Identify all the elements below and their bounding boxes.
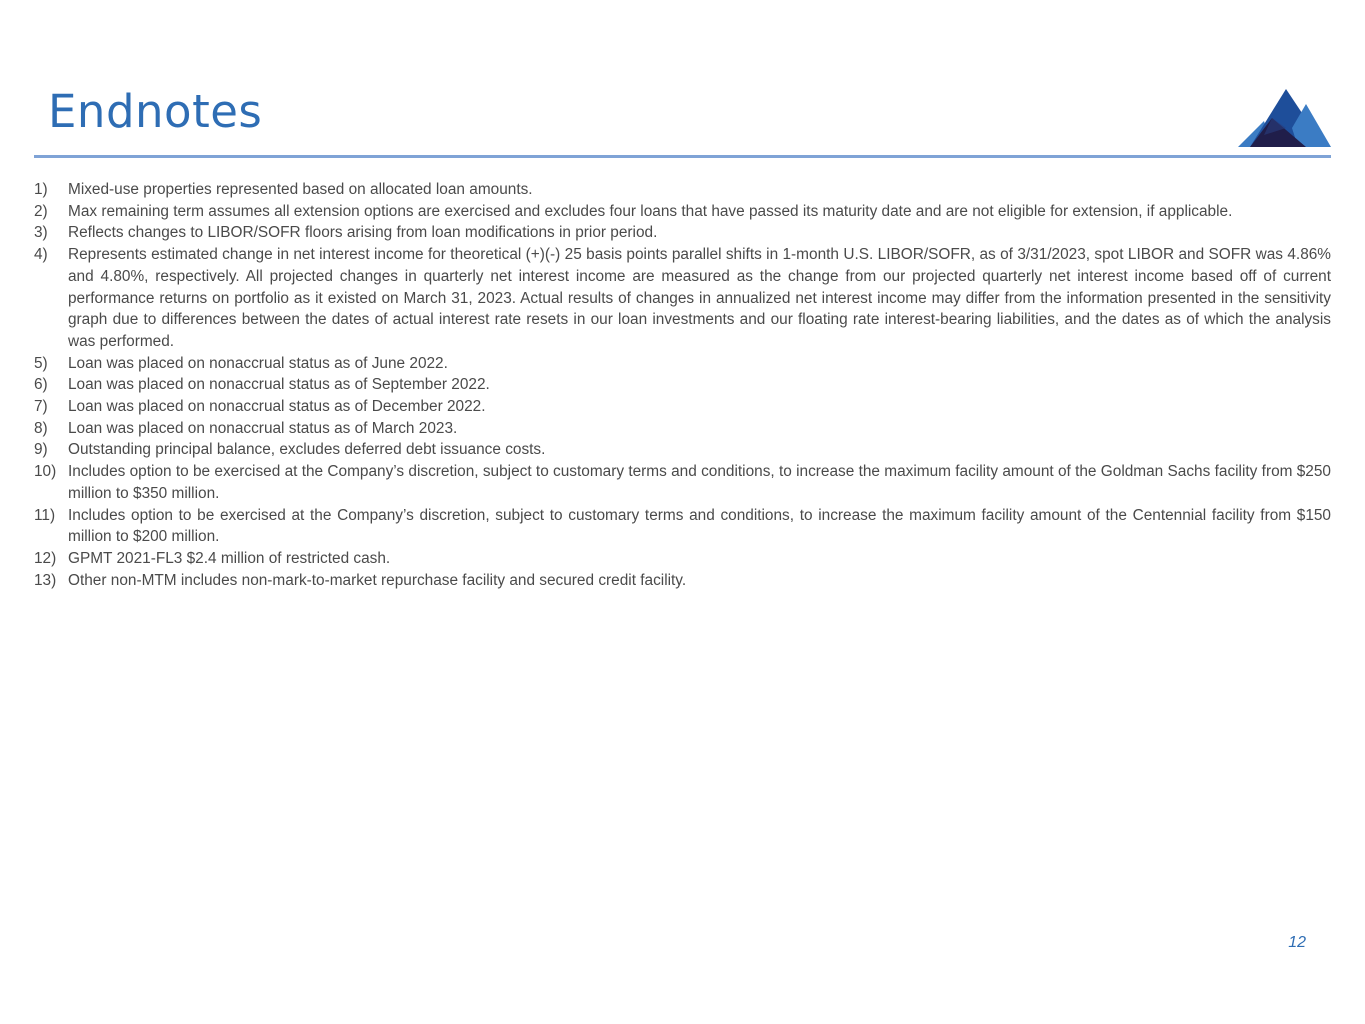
endnote-text: Loan was placed on nonaccrual status as of December 2022. xyxy=(68,398,486,416)
endnote-text: Mixed-use properties represented based on allocated loan amounts. xyxy=(68,181,533,198)
endnote-number: 9) xyxy=(34,441,48,459)
endnote-number: 2) xyxy=(34,202,48,220)
endnote-number: 12) xyxy=(34,549,57,567)
endnote-text: GPMT 2021-FL3 $2.4 million of restricted cash. xyxy=(68,549,391,567)
endnote-text: Represents estimated change in net interest income for theoretical (+)(-) 25 basis points parallel shifts in 1-month U.S. LIBOR/SOFR, as of 3/31/2023, spot LIBOR and SOFR was 4.86% and 4.80%, respectively. All projected changes in quarterly net interest income are measured as the change from our projected quarterly net interest income based off of current performance returns on portfolio as it existed on March 31, 2023. Actual results of changes in annualized net interest income may differ from the information presented in the sensitivity graph due to differences between the dates of actual interest rate resets in our loan investments and our floating rate interest-bearing liabilities, and the dates as of which the analysis was performed. xyxy=(68,246,1331,350)
endnote-item xyxy=(34,201,1331,223)
endnote-text: Other non-MTM includes non-mark-to-market repurchase facility and secured credit facility. xyxy=(68,571,687,589)
endnote-number: 3) xyxy=(34,224,48,242)
endnote-text: Loan was placed on nonaccrual status as of September 2022. xyxy=(68,376,490,394)
endnote-number: 7) xyxy=(34,398,48,416)
endnotes-list xyxy=(34,179,1331,591)
endnote-number: 6) xyxy=(34,376,48,394)
endnote-text: Loan was placed on nonaccrual status as of June 2022. xyxy=(68,354,448,372)
endnote-text: Loan was placed on nonaccrual status as of March 2023. xyxy=(68,419,458,437)
mountain-peaks-icon xyxy=(1236,88,1332,148)
title-divider xyxy=(34,155,1331,158)
page-number: 12 xyxy=(1288,934,1306,951)
endnote-item xyxy=(34,244,1331,353)
endnote-item xyxy=(34,570,1331,592)
endnote-number: 10) xyxy=(34,463,57,481)
endnote-number: 1) xyxy=(34,181,48,198)
endnote-number: 4) xyxy=(34,246,48,264)
endnote-item xyxy=(34,222,1331,244)
endnote-text: Max remaining term assumes all extension options are exercised and excludes four loans that have passed its maturity date and are not eligible for extension, if applicable. xyxy=(68,202,1233,220)
endnote-text: Includes option to be exercised at the Company’s discretion, subject to customary terms and conditions, to increase the maximum facility amount of the Centennial facility from $150 million to $200 million. xyxy=(68,506,1331,546)
endnote-number: 11) xyxy=(34,506,56,524)
endnote-number: 13) xyxy=(34,571,57,589)
page-title: Endnotes xyxy=(48,85,263,138)
endnote-item xyxy=(34,439,1331,461)
endnote-item xyxy=(34,396,1331,418)
endnote-text: Outstanding principal balance, excludes deferred debt issuance costs. xyxy=(68,441,546,459)
endnote-item xyxy=(34,418,1331,440)
endnote-item xyxy=(34,179,1331,201)
endnote-item xyxy=(34,548,1331,570)
endnote-item xyxy=(34,374,1331,396)
endnote-item xyxy=(34,505,1331,548)
endnote-text: Includes option to be exercised at the Company’s discretion, subject to customary terms and conditions, to increase the maximum facility amount of the Goldman Sachs facility from $250 million to $350 million. xyxy=(68,463,1331,502)
endnote-item xyxy=(34,353,1331,375)
endnote-item xyxy=(34,461,1331,504)
endnote-text: Reflects changes to LIBOR/SOFR floors arising from loan modifications in prior period. xyxy=(68,224,658,242)
endnote-number: 8) xyxy=(34,419,48,437)
endnote-number: 5) xyxy=(34,354,48,372)
